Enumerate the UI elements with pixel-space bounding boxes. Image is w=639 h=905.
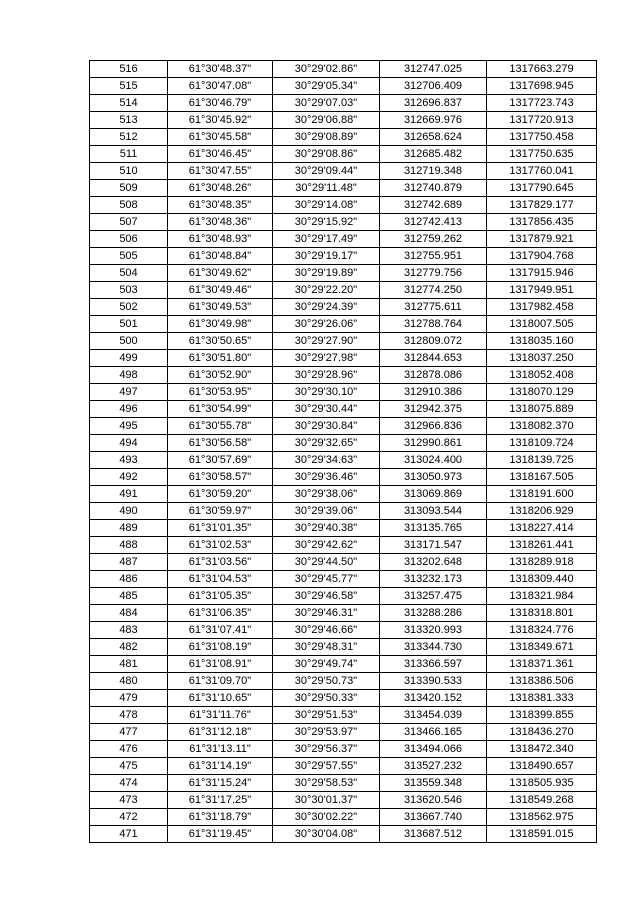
x-coordinate-cell: 313559.348 (380, 775, 487, 792)
point-number-cell: 472 (90, 809, 168, 826)
table-row (90, 248, 597, 265)
longitude-cell: 30°29'02.86" (273, 61, 380, 78)
y-coordinate-cell: 1318371.361 (487, 656, 597, 673)
point-number-cell: 473 (90, 792, 168, 809)
y-coordinate-cell: 1318075.889 (487, 401, 597, 418)
x-coordinate-cell: 312696.837 (380, 95, 487, 112)
latitude-cell: 61°30'59.97" (168, 503, 273, 520)
table-row (90, 401, 597, 418)
longitude-cell: 30°29'17.49" (273, 231, 380, 248)
table-row (90, 384, 597, 401)
x-coordinate-cell: 312669.976 (380, 112, 487, 129)
point-number-cell: 496 (90, 401, 168, 418)
x-coordinate-cell: 312774.250 (380, 282, 487, 299)
x-coordinate-cell: 313454.039 (380, 707, 487, 724)
latitude-cell: 61°30'50.65" (168, 333, 273, 350)
longitude-cell: 30°29'19.17" (273, 248, 380, 265)
latitude-cell: 61°30'49.98" (168, 316, 273, 333)
x-coordinate-cell: 312878.086 (380, 367, 487, 384)
y-coordinate-cell: 1318591.015 (487, 826, 597, 843)
x-coordinate-cell: 312740.879 (380, 180, 487, 197)
longitude-cell: 30°29'49.74" (273, 656, 380, 673)
point-number-cell: 502 (90, 299, 168, 316)
latitude-cell: 61°31'11.76" (168, 707, 273, 724)
y-coordinate-cell: 1317698.945 (487, 78, 597, 95)
latitude-cell: 61°30'48.37" (168, 61, 273, 78)
latitude-cell: 61°30'46.45" (168, 146, 273, 163)
longitude-cell: 30°29'05.34" (273, 78, 380, 95)
latitude-cell: 61°31'07.41" (168, 622, 273, 639)
longitude-cell: 30°29'48.31" (273, 639, 380, 656)
latitude-cell: 61°30'48.35" (168, 197, 273, 214)
point-number-cell: 485 (90, 588, 168, 605)
point-number-cell: 509 (90, 180, 168, 197)
longitude-cell: 30°29'53.97" (273, 724, 380, 741)
y-coordinate-cell: 1317790.645 (487, 180, 597, 197)
point-number-cell: 480 (90, 673, 168, 690)
longitude-cell: 30°29'51.53" (273, 707, 380, 724)
point-number-cell: 477 (90, 724, 168, 741)
longitude-cell: 30°29'50.73" (273, 673, 380, 690)
table-row (90, 639, 597, 656)
x-coordinate-cell: 313390.533 (380, 673, 487, 690)
table-row (90, 588, 597, 605)
y-coordinate-cell: 1318037.250 (487, 350, 597, 367)
point-number-cell: 471 (90, 826, 168, 843)
latitude-cell: 61°31'12.18" (168, 724, 273, 741)
x-coordinate-cell: 313288.286 (380, 605, 487, 622)
y-coordinate-cell: 1317915.946 (487, 265, 597, 282)
y-coordinate-cell: 1318472.340 (487, 741, 597, 758)
longitude-cell: 30°29'28.96" (273, 367, 380, 384)
y-coordinate-cell: 1318349.671 (487, 639, 597, 656)
table-row (90, 265, 597, 282)
latitude-cell: 61°30'45.58" (168, 129, 273, 146)
latitude-cell: 61°30'48.26" (168, 180, 273, 197)
longitude-cell: 30°30'04.08" (273, 826, 380, 843)
x-coordinate-cell: 313344.730 (380, 639, 487, 656)
longitude-cell: 30°29'57.55" (273, 758, 380, 775)
latitude-cell: 61°30'53.95" (168, 384, 273, 401)
point-number-cell: 499 (90, 350, 168, 367)
latitude-cell: 61°30'49.53" (168, 299, 273, 316)
longitude-cell: 30°29'42.62" (273, 537, 380, 554)
table-row (90, 792, 597, 809)
longitude-cell: 30°29'09.44" (273, 163, 380, 180)
point-number-cell: 481 (90, 656, 168, 673)
x-coordinate-cell: 312788.764 (380, 316, 487, 333)
point-number-cell: 491 (90, 486, 168, 503)
y-coordinate-cell: 1318070.129 (487, 384, 597, 401)
longitude-cell: 30°29'08.89" (273, 129, 380, 146)
y-coordinate-cell: 1318191.600 (487, 486, 597, 503)
point-number-cell: 505 (90, 248, 168, 265)
latitude-cell: 61°31'08.19" (168, 639, 273, 656)
latitude-cell: 61°31'19.45" (168, 826, 273, 843)
y-coordinate-cell: 1318490.657 (487, 758, 597, 775)
longitude-cell: 30°29'30.10" (273, 384, 380, 401)
longitude-cell: 30°29'44.50" (273, 554, 380, 571)
longitude-cell: 30°29'15.92" (273, 214, 380, 231)
table-row (90, 282, 597, 299)
x-coordinate-cell: 312706.409 (380, 78, 487, 95)
y-coordinate-cell: 1318206.929 (487, 503, 597, 520)
x-coordinate-cell: 313466.165 (380, 724, 487, 741)
latitude-cell: 61°30'48.84" (168, 248, 273, 265)
x-coordinate-cell: 312910.386 (380, 384, 487, 401)
table-row (90, 741, 597, 758)
y-coordinate-cell: 1318386.506 (487, 673, 597, 690)
table-row (90, 469, 597, 486)
latitude-cell: 61°30'45.92" (168, 112, 273, 129)
point-number-cell: 492 (90, 469, 168, 486)
point-number-cell: 514 (90, 95, 168, 112)
longitude-cell: 30°29'06.88" (273, 112, 380, 129)
x-coordinate-cell: 313202.648 (380, 554, 487, 571)
table-row (90, 163, 597, 180)
y-coordinate-cell: 1318035.160 (487, 333, 597, 350)
x-coordinate-cell: 312658.624 (380, 129, 487, 146)
point-number-cell: 486 (90, 571, 168, 588)
x-coordinate-cell: 312775.611 (380, 299, 487, 316)
table-row (90, 690, 597, 707)
table-row (90, 571, 597, 588)
table-row (90, 197, 597, 214)
table-row (90, 129, 597, 146)
longitude-cell: 30°29'19.89" (273, 265, 380, 282)
latitude-cell: 61°31'04.53" (168, 571, 273, 588)
latitude-cell: 61°31'08.91" (168, 656, 273, 673)
x-coordinate-cell: 312809.072 (380, 333, 487, 350)
x-coordinate-cell: 312779.756 (380, 265, 487, 282)
point-number-cell: 494 (90, 435, 168, 452)
y-coordinate-cell: 1318007.505 (487, 316, 597, 333)
longitude-cell: 30°29'30.44" (273, 401, 380, 418)
point-number-cell: 507 (90, 214, 168, 231)
table-row (90, 333, 597, 350)
point-number-cell: 516 (90, 61, 168, 78)
y-coordinate-cell: 1317750.635 (487, 146, 597, 163)
latitude-cell: 61°31'18.79" (168, 809, 273, 826)
longitude-cell: 30°29'26.06" (273, 316, 380, 333)
longitude-cell: 30°29'30.84" (273, 418, 380, 435)
y-coordinate-cell: 1317856.435 (487, 214, 597, 231)
latitude-cell: 61°31'09.70" (168, 673, 273, 690)
x-coordinate-cell: 313069.869 (380, 486, 487, 503)
table-row (90, 673, 597, 690)
latitude-cell: 61°31'10.65" (168, 690, 273, 707)
y-coordinate-cell: 1318109.724 (487, 435, 597, 452)
x-coordinate-cell: 313050.973 (380, 469, 487, 486)
y-coordinate-cell: 1318549.268 (487, 792, 597, 809)
table-row (90, 435, 597, 452)
latitude-cell: 61°31'14.19" (168, 758, 273, 775)
table-row (90, 231, 597, 248)
x-coordinate-cell: 313135.765 (380, 520, 487, 537)
y-coordinate-cell: 1317829.177 (487, 197, 597, 214)
y-coordinate-cell: 1318381.333 (487, 690, 597, 707)
table-row (90, 78, 597, 95)
point-number-cell: 508 (90, 197, 168, 214)
longitude-cell: 30°29'08.86" (273, 146, 380, 163)
x-coordinate-cell: 312742.689 (380, 197, 487, 214)
point-number-cell: 487 (90, 554, 168, 571)
point-number-cell: 482 (90, 639, 168, 656)
longitude-cell: 30°29'46.58" (273, 588, 380, 605)
point-number-cell: 479 (90, 690, 168, 707)
point-number-cell: 489 (90, 520, 168, 537)
y-coordinate-cell: 1317750.458 (487, 129, 597, 146)
point-number-cell: 510 (90, 163, 168, 180)
x-coordinate-cell: 312719.348 (380, 163, 487, 180)
y-coordinate-cell: 1317982.458 (487, 299, 597, 316)
latitude-cell: 61°31'01.35" (168, 520, 273, 537)
latitude-cell: 61°30'47.55" (168, 163, 273, 180)
latitude-cell: 61°30'54.99" (168, 401, 273, 418)
x-coordinate-cell: 313667.740 (380, 809, 487, 826)
x-coordinate-cell: 313527.232 (380, 758, 487, 775)
y-coordinate-cell: 1318562.975 (487, 809, 597, 826)
longitude-cell: 30°29'56.37" (273, 741, 380, 758)
longitude-cell: 30°29'50.33" (273, 690, 380, 707)
point-number-cell: 495 (90, 418, 168, 435)
longitude-cell: 30°30'01.37" (273, 792, 380, 809)
x-coordinate-cell: 313420.152 (380, 690, 487, 707)
table-row (90, 554, 597, 571)
table-row (90, 418, 597, 435)
table-row (90, 299, 597, 316)
table-row (90, 350, 597, 367)
x-coordinate-cell: 312942.375 (380, 401, 487, 418)
point-number-cell: 513 (90, 112, 168, 129)
longitude-cell: 30°29'14.08" (273, 197, 380, 214)
latitude-cell: 61°31'17.25" (168, 792, 273, 809)
table-row (90, 452, 597, 469)
latitude-cell: 61°30'57.69" (168, 452, 273, 469)
point-number-cell: 476 (90, 741, 168, 758)
longitude-cell: 30°30'02.22" (273, 809, 380, 826)
point-number-cell: 498 (90, 367, 168, 384)
point-number-cell: 504 (90, 265, 168, 282)
x-coordinate-cell: 313171.547 (380, 537, 487, 554)
table-row (90, 61, 597, 78)
y-coordinate-cell: 1318082.370 (487, 418, 597, 435)
table-row (90, 95, 597, 112)
x-coordinate-cell: 313232.173 (380, 571, 487, 588)
x-coordinate-cell: 312747.025 (380, 61, 487, 78)
y-coordinate-cell: 1317949.951 (487, 282, 597, 299)
y-coordinate-cell: 1318167.505 (487, 469, 597, 486)
table-row (90, 112, 597, 129)
latitude-cell: 61°30'49.46" (168, 282, 273, 299)
latitude-cell: 61°30'46.79" (168, 95, 273, 112)
longitude-cell: 30°29'36.46" (273, 469, 380, 486)
longitude-cell: 30°29'34.63" (273, 452, 380, 469)
longitude-cell: 30°29'46.31" (273, 605, 380, 622)
y-coordinate-cell: 1318399.855 (487, 707, 597, 724)
latitude-cell: 61°31'06.35" (168, 605, 273, 622)
x-coordinate-cell: 313024.400 (380, 452, 487, 469)
x-coordinate-cell: 312755.951 (380, 248, 487, 265)
y-coordinate-cell: 1318505.935 (487, 775, 597, 792)
table-row (90, 758, 597, 775)
x-coordinate-cell: 313687.512 (380, 826, 487, 843)
y-coordinate-cell: 1318139.725 (487, 452, 597, 469)
table-row (90, 367, 597, 384)
y-coordinate-cell: 1318436.270 (487, 724, 597, 741)
latitude-cell: 61°31'03.56" (168, 554, 273, 571)
latitude-cell: 61°30'48.93" (168, 231, 273, 248)
table-row (90, 724, 597, 741)
point-number-cell: 506 (90, 231, 168, 248)
longitude-cell: 30°29'11.48" (273, 180, 380, 197)
longitude-cell: 30°29'24.39" (273, 299, 380, 316)
coordinates-table-body (90, 61, 597, 843)
x-coordinate-cell: 312966.836 (380, 418, 487, 435)
table-row (90, 486, 597, 503)
y-coordinate-cell: 1318289.918 (487, 554, 597, 571)
point-number-cell: 475 (90, 758, 168, 775)
longitude-cell: 30°29'45.77" (273, 571, 380, 588)
y-coordinate-cell: 1318261.441 (487, 537, 597, 554)
table-row (90, 605, 597, 622)
table-row (90, 503, 597, 520)
x-coordinate-cell: 313494.066 (380, 741, 487, 758)
longitude-cell: 30°29'40.38" (273, 520, 380, 537)
latitude-cell: 61°30'52.90" (168, 367, 273, 384)
latitude-cell: 61°31'02.53" (168, 537, 273, 554)
latitude-cell: 61°31'15.24" (168, 775, 273, 792)
point-number-cell: 478 (90, 707, 168, 724)
point-number-cell: 474 (90, 775, 168, 792)
coordinates-table (89, 60, 597, 843)
y-coordinate-cell: 1317879.921 (487, 231, 597, 248)
table-row (90, 520, 597, 537)
table-row (90, 826, 597, 843)
point-number-cell: 493 (90, 452, 168, 469)
point-number-cell: 515 (90, 78, 168, 95)
latitude-cell: 61°30'48.36" (168, 214, 273, 231)
longitude-cell: 30°29'46.66" (273, 622, 380, 639)
latitude-cell: 61°30'49.62" (168, 265, 273, 282)
longitude-cell: 30°29'38.06" (273, 486, 380, 503)
latitude-cell: 61°30'51.80" (168, 350, 273, 367)
table-row (90, 656, 597, 673)
point-number-cell: 503 (90, 282, 168, 299)
y-coordinate-cell: 1317904.768 (487, 248, 597, 265)
y-coordinate-cell: 1317723.743 (487, 95, 597, 112)
point-number-cell: 511 (90, 146, 168, 163)
y-coordinate-cell: 1318309.440 (487, 571, 597, 588)
longitude-cell: 30°29'58.53" (273, 775, 380, 792)
x-coordinate-cell: 312759.262 (380, 231, 487, 248)
longitude-cell: 30°29'32.65" (273, 435, 380, 452)
latitude-cell: 61°30'56.58" (168, 435, 273, 452)
x-coordinate-cell: 312844.653 (380, 350, 487, 367)
x-coordinate-cell: 313257.475 (380, 588, 487, 605)
x-coordinate-cell: 313620.546 (380, 792, 487, 809)
latitude-cell: 61°31'05.35" (168, 588, 273, 605)
latitude-cell: 61°30'59.20" (168, 486, 273, 503)
y-coordinate-cell: 1318052.408 (487, 367, 597, 384)
y-coordinate-cell: 1317760.041 (487, 163, 597, 180)
longitude-cell: 30°29'22.20" (273, 282, 380, 299)
y-coordinate-cell: 1318318.801 (487, 605, 597, 622)
longitude-cell: 30°29'27.90" (273, 333, 380, 350)
table-row (90, 146, 597, 163)
point-number-cell: 483 (90, 622, 168, 639)
table-row (90, 537, 597, 554)
y-coordinate-cell: 1318321.984 (487, 588, 597, 605)
point-number-cell: 501 (90, 316, 168, 333)
longitude-cell: 30°29'39.06" (273, 503, 380, 520)
point-number-cell: 500 (90, 333, 168, 350)
table-row (90, 316, 597, 333)
x-coordinate-cell: 312742.413 (380, 214, 487, 231)
y-coordinate-cell: 1318324.776 (487, 622, 597, 639)
latitude-cell: 61°31'13.11" (168, 741, 273, 758)
latitude-cell: 61°30'55.78" (168, 418, 273, 435)
point-number-cell: 490 (90, 503, 168, 520)
x-coordinate-cell: 312990.861 (380, 435, 487, 452)
latitude-cell: 61°30'47.08" (168, 78, 273, 95)
point-number-cell: 512 (90, 129, 168, 146)
table-row (90, 809, 597, 826)
point-number-cell: 497 (90, 384, 168, 401)
table-row (90, 775, 597, 792)
y-coordinate-cell: 1318227.414 (487, 520, 597, 537)
y-coordinate-cell: 1317663.279 (487, 61, 597, 78)
table-row (90, 214, 597, 231)
table-row (90, 180, 597, 197)
table-row (90, 622, 597, 639)
y-coordinate-cell: 1317720.913 (487, 112, 597, 129)
longitude-cell: 30°29'27.98" (273, 350, 380, 367)
x-coordinate-cell: 313093.544 (380, 503, 487, 520)
x-coordinate-cell: 313366.597 (380, 656, 487, 673)
point-number-cell: 484 (90, 605, 168, 622)
point-number-cell: 488 (90, 537, 168, 554)
x-coordinate-cell: 313320.993 (380, 622, 487, 639)
table-row (90, 707, 597, 724)
latitude-cell: 61°30'58.57" (168, 469, 273, 486)
longitude-cell: 30°29'07.03" (273, 95, 380, 112)
x-coordinate-cell: 312685.482 (380, 146, 487, 163)
